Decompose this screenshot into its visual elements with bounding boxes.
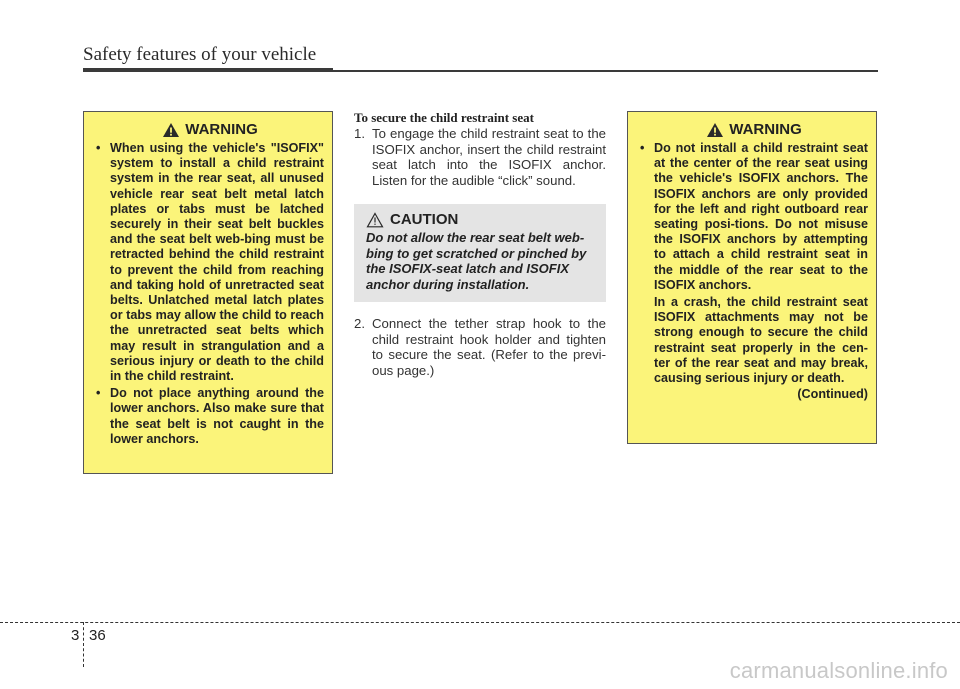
step-text: To engage the child restraint seat to the ISOFIX anchor, insert the child restraint seat latch into the ISOFIX anchor. Listen for the audible “click” sound.	[372, 126, 606, 188]
step-number: 2.	[354, 316, 365, 332]
warning-heading: WARNING	[185, 121, 258, 139]
bullet-dot: •	[96, 141, 101, 155]
middle-column	[354, 110, 606, 378]
caution-triangle-icon	[366, 212, 384, 228]
left-warning-box	[83, 111, 333, 474]
header-rule-thin	[333, 70, 878, 72]
caution-box	[354, 204, 606, 302]
footer-divider	[0, 622, 960, 623]
chapter-number: 3	[71, 627, 80, 644]
watermark-text: carmanualsonline.info	[729, 658, 948, 683]
page-header-title: Safety features of your vehicle	[83, 44, 317, 65]
warning-bullet-text: Do not place anything around the lower anchors. Also make sure that the seat belt is not caught in the lower anchors.	[110, 386, 324, 446]
header-rule	[83, 68, 333, 72]
step-text: Connect the tether strap hook to the child restraint hook holder and tighten to secure the seat. (Refer to the previ-ous page.)	[372, 316, 606, 378]
caution-text: Do not allow the rear seat belt web-bing to get scratched or pinched by the ISOFIX-seat latch and ISOFIX anchor during installation.	[366, 230, 587, 292]
caution-header	[366, 212, 598, 228]
bullet-dot: •	[96, 386, 101, 401]
section-subheading: To secure the child restraint seat	[354, 110, 534, 125]
page-number: 36	[89, 627, 106, 644]
warning-triangle-icon	[706, 122, 724, 138]
bullet-dot: •	[640, 141, 645, 155]
warning-header	[640, 122, 868, 138]
footer-vertical-divider	[83, 622, 84, 667]
right-warning-box	[627, 111, 877, 444]
instruction-step	[354, 316, 606, 378]
step-number: 1.	[354, 126, 365, 142]
warning-header	[96, 122, 324, 138]
caution-heading: CAUTION	[390, 211, 459, 229]
warning-bullet-text: Do not install a child restraint seat at the center of the rear seat using the vehicle's ISOFIX anchors. The ISOFIX anchors are only provided for the left and right outboard rear seating posi-tions. Do not misuse the ISOFIX anchors by attempting to attach a child restraint seat in the middle of the rear seat to the ISOFIX anchors.	[654, 141, 868, 292]
warning-bullet	[640, 141, 868, 293]
warning-heading: WARNING	[729, 121, 802, 139]
warning-bullet-text: When using the vehicle's "ISOFIX" system to install a child restraint system in the rear seat, all unused vehicle rear seat belt metal latch plates or tabs must be latched securely in their seat belt buckles and the seat belt web-bing must be retracted behind the child restraint to prevent the child from reaching and taking hold of unretracted seat belts. Unlatched metal latch plates or tabs may allow the child to reach the unretracted seat belts which may result in strangulation and a serious injury or death to the child in the child restraint.	[110, 141, 324, 384]
instruction-step	[354, 126, 606, 188]
continued-label: (Continued)	[797, 387, 868, 402]
warning-bullet	[96, 141, 324, 384]
warning-paragraph: In a crash, the child restraint seat ISOFIX attachments may not be strong enough to secure the child restraint seat properly in the cen-ter of the rear seat and may break, causing serious injury or death.	[654, 295, 868, 386]
warning-triangle-icon	[162, 122, 180, 138]
warning-bullet	[96, 386, 324, 447]
